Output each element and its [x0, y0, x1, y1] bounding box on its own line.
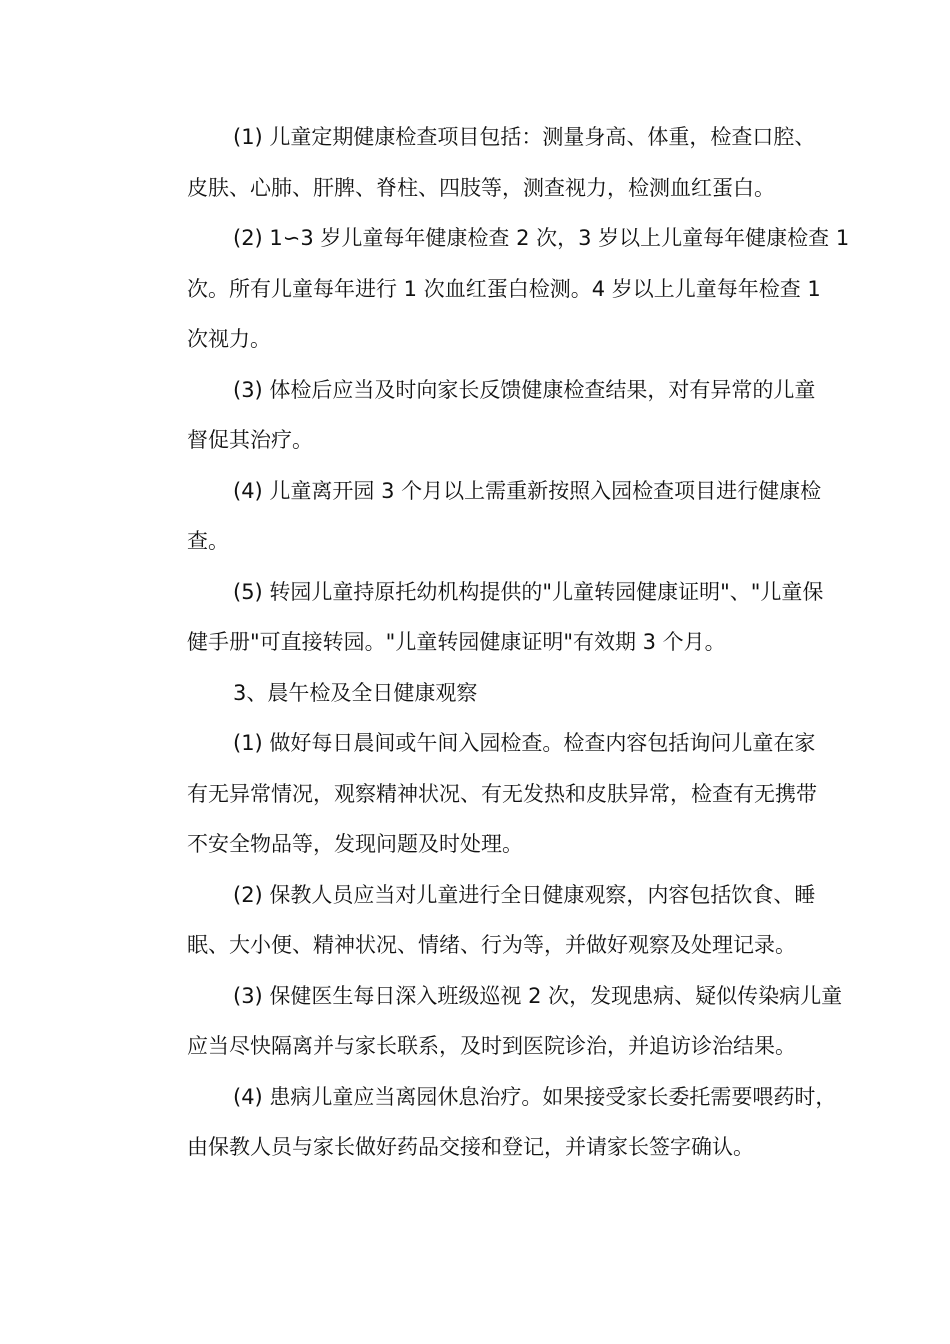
paragraph-8 — [141, 971, 843, 1072]
paragraph-line: 应当尽快隔离并与家长联系，及时到医院诊治，并追访诊治结果。 — [187, 1034, 796, 1058]
paragraph-line: (4) 儿童离开园 3 个月以上需重新按照入园检查项目进行健康检 — [233, 478, 822, 503]
section-heading-text: 3、晨午检及全日健康观察 — [233, 680, 478, 705]
paragraph-3 — [141, 365, 821, 466]
paragraph-7 — [141, 870, 821, 971]
paragraph-line: 眠、大小便、精神状况、情绪、行为等，并做好观察及处理记录。 — [187, 933, 796, 957]
paragraph-line: (4) 患病儿童应当离园休息治疗。如果接受家长委托需要喂药时， — [233, 1084, 837, 1109]
paragraph-1 — [141, 112, 821, 213]
paragraph-2 — [141, 213, 850, 365]
paragraph-line: (2) 1∽3 岁儿童每年健康检查 2 次，3 岁以上儿童每年健康检查 1 — [233, 226, 850, 250]
paragraph-line: 皮肤、心肺、肝脾、脊柱、四肢等，测查视力，检测血红蛋白。 — [187, 175, 775, 200]
paragraph-line: 督促其治疗。 — [187, 428, 313, 452]
paragraph-line: 健手册"可直接转园。"儿童转园健康证明"有效期 3 个月。 — [187, 630, 726, 654]
paragraph-line: (3) 保健医生每日深入班级巡视 2 次，发现患病、疑似传染病儿童 — [233, 983, 843, 1008]
paragraph-5 — [141, 567, 824, 668]
paragraph-6 — [141, 718, 821, 870]
paragraph-line: (3) 体检后应当及时向家长反馈健康检查结果，对有异常的儿童 — [233, 377, 816, 402]
paragraph-line: 不安全物品等，发现问题及时处理。 — [187, 832, 523, 856]
paragraph-line: (2) 保教人员应当对儿童进行全日健康观察，内容包括饮食、睡 — [233, 882, 816, 907]
paragraph-line: 次。所有儿童每年进行 1 次血红蛋白检测。4 岁以上儿童每年检查 1 — [187, 276, 821, 301]
paragraph-line: (5) 转园儿童持原托幼机构提供的"儿童转园健康证明"、"儿童保 — [233, 579, 824, 604]
section-heading — [141, 668, 821, 719]
document-body — [141, 112, 850, 1173]
paragraph-line: 次视力。 — [187, 327, 271, 351]
paragraph-line: 由保教人员与家长做好药品交接和登记，并请家长签字确认。 — [187, 1135, 754, 1159]
paragraph-9 — [141, 1072, 837, 1173]
paragraph-line: 有无异常情况，观察精神状况、有无发热和皮肤异常，检查有无携带 — [187, 781, 817, 806]
paragraph-line: (1) 做好每日晨间或午间入园检查。检查内容包括询问儿童在家 — [233, 731, 816, 755]
paragraph-4 — [141, 466, 821, 567]
paragraph-line: 查。 — [187, 529, 229, 553]
paragraph-line: (1) 儿童定期健康检查项目包括：测量身高、体重，检查口腔、 — [233, 125, 816, 149]
